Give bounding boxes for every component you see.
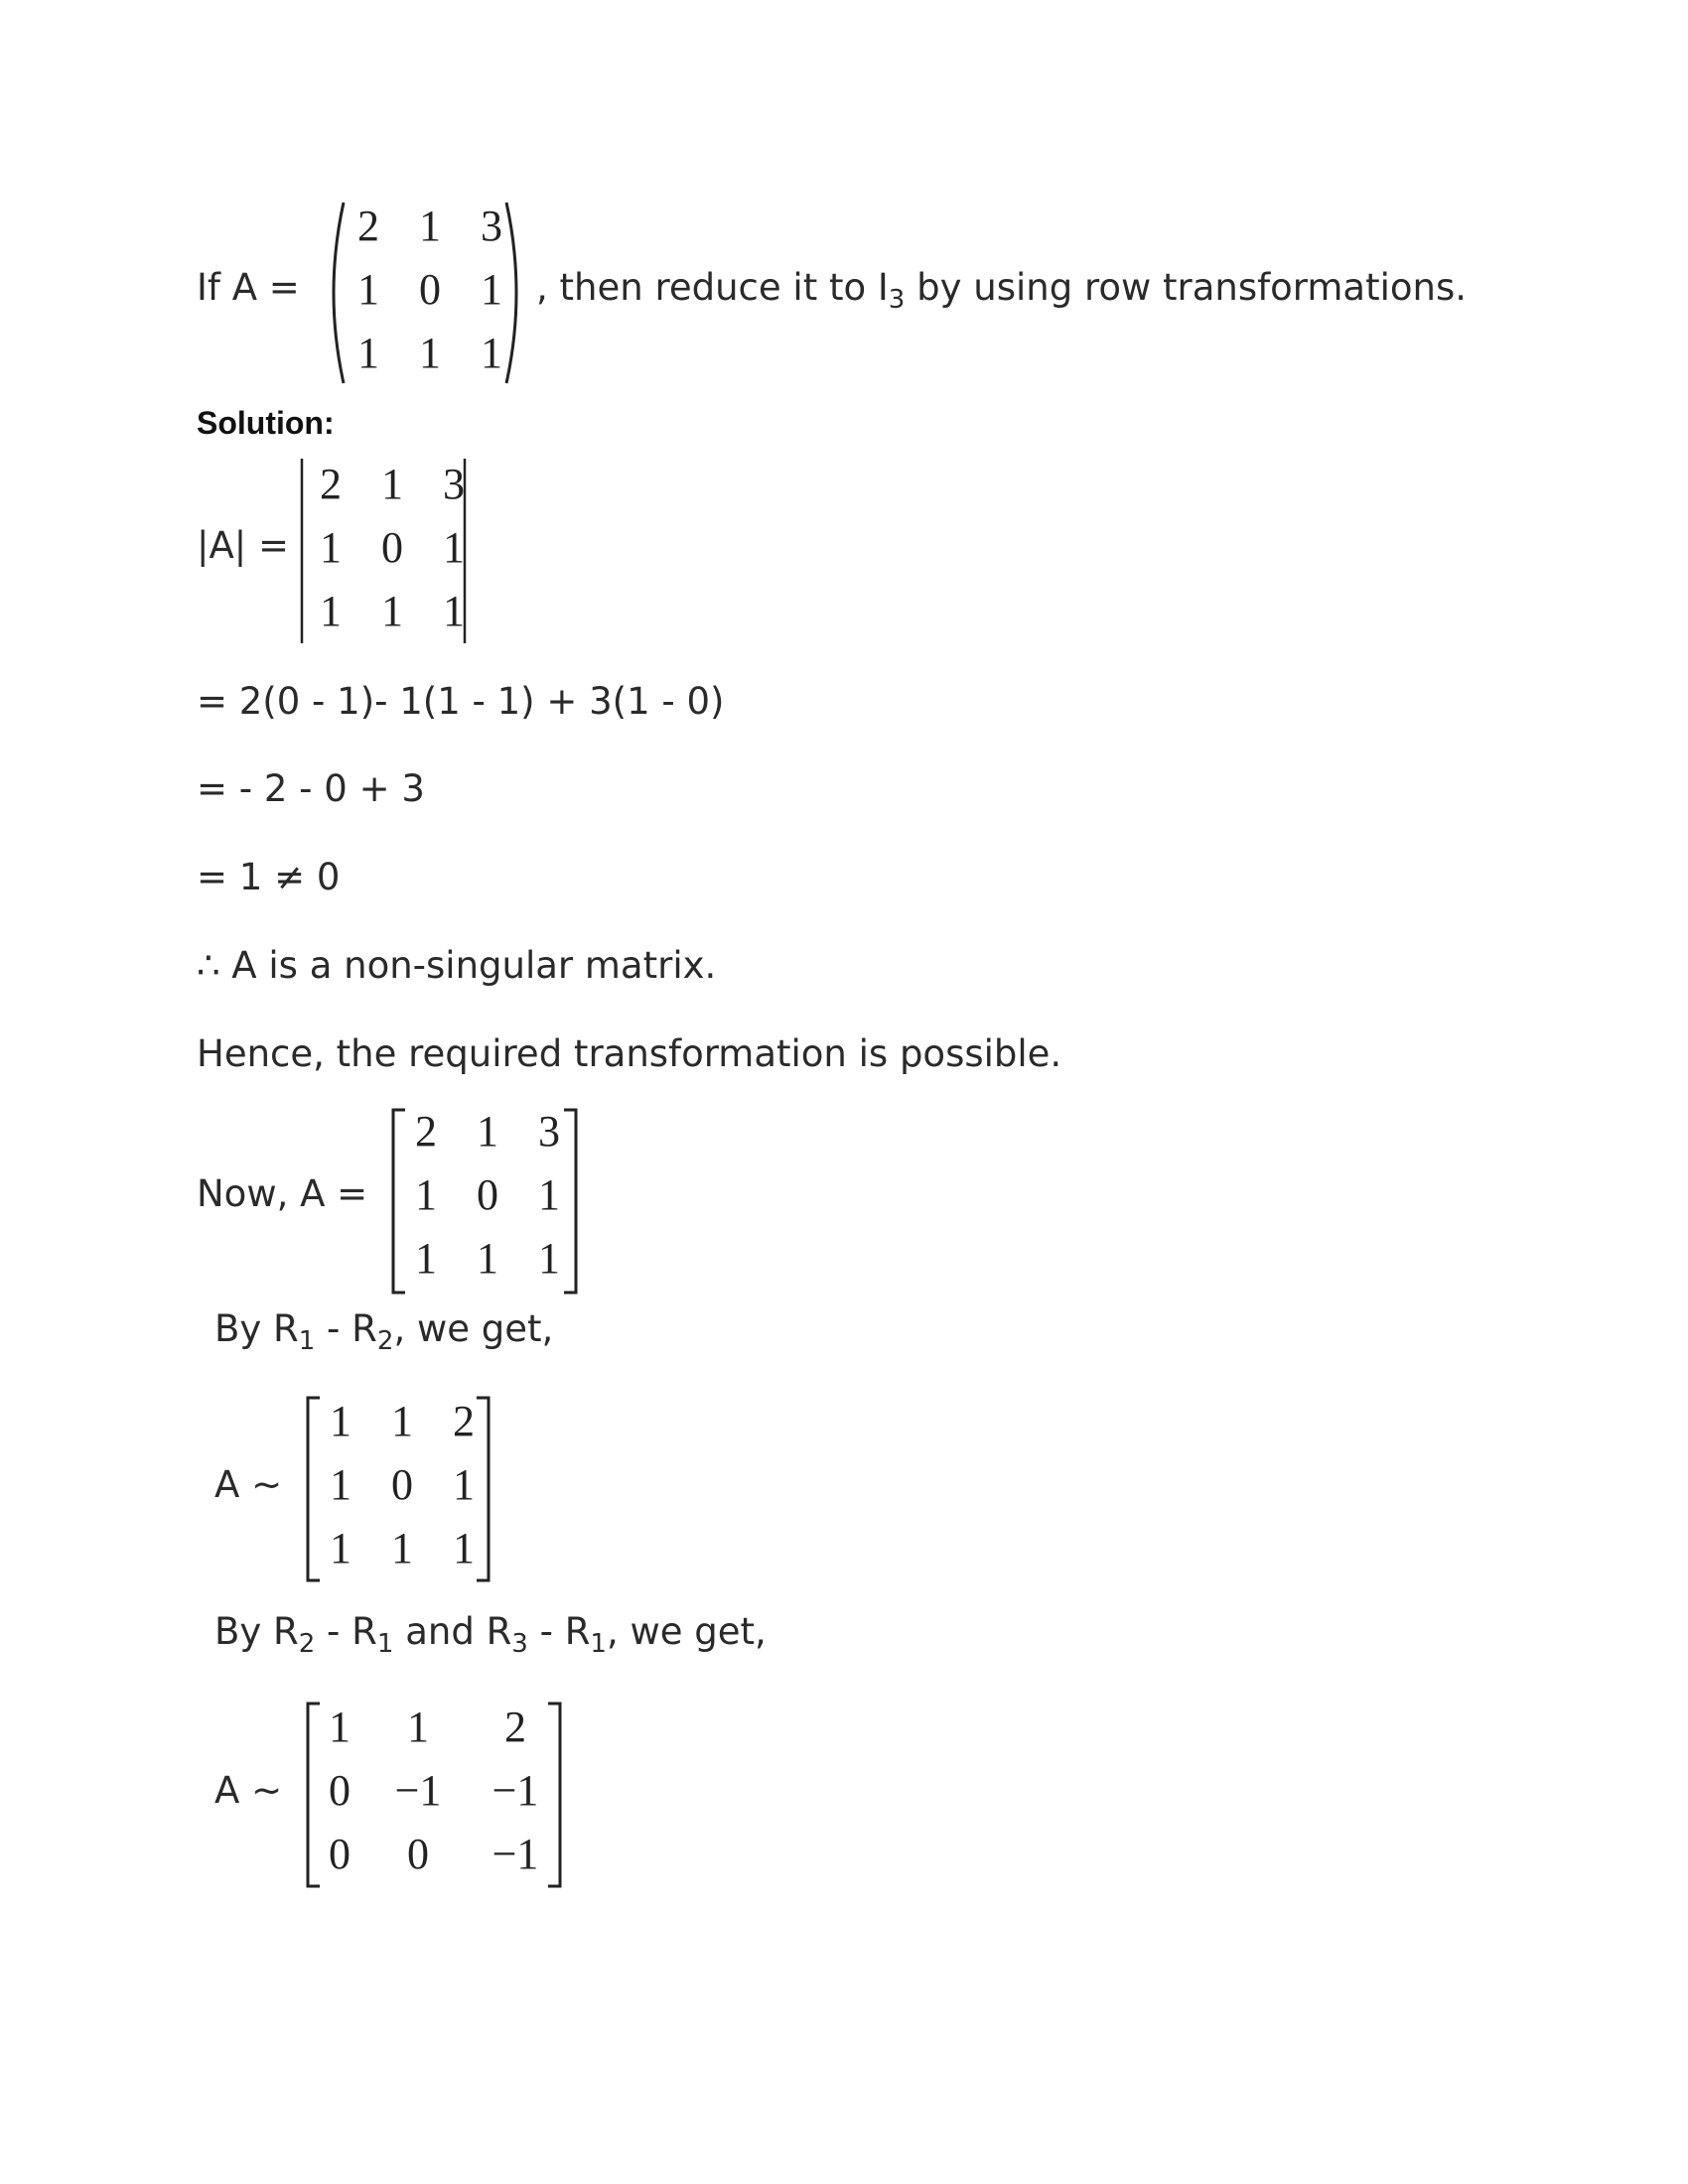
matrix-cell: 1 <box>329 1703 351 1751</box>
operation-line <box>214 1610 767 1659</box>
matrix-cell: 2 <box>415 1107 437 1156</box>
matrix-cell: 1 <box>391 1397 413 1445</box>
matrix-cell: 1 <box>453 1524 475 1572</box>
matrix-cell: 0 <box>391 1460 413 1509</box>
op-text: By R <box>214 1610 299 1653</box>
op-text: - R <box>315 1307 377 1350</box>
matrix-cell: 1 <box>538 1234 560 1283</box>
matrix-cell: 3 <box>538 1107 560 1156</box>
determinant-matrix <box>300 453 485 643</box>
now-label: Now, A = <box>197 1172 368 1215</box>
op-subscript: 1 <box>590 1629 607 1659</box>
now-matrix <box>395 1100 580 1291</box>
matrix-cell: 1 <box>477 1234 498 1283</box>
operation-line <box>214 1307 553 1356</box>
question-suffix <box>536 266 1467 315</box>
matrix-cell: 1 <box>330 1524 352 1572</box>
matrix-cell: 2 <box>453 1397 475 1445</box>
solution-label: Solution: <box>197 405 335 441</box>
matrix-cell: 1 <box>330 1460 352 1509</box>
matrix-cell: 0 <box>419 265 441 314</box>
matrix-cell: 1 <box>357 329 379 377</box>
matrix-cell: 1 <box>453 1460 475 1509</box>
conclusion-line: Hence, the required transformation is possible. <box>197 1032 1062 1075</box>
matrix-cell: 2 <box>320 460 342 508</box>
matrix-cell: 1 <box>443 523 465 572</box>
step-line: = - 2 - 0 + 3 <box>197 767 425 810</box>
op-subscript: 2 <box>376 1326 394 1356</box>
question-prefix: If A = <box>197 266 300 309</box>
question-matrix <box>338 195 522 385</box>
matrix-cell: 0 <box>407 1830 429 1878</box>
conclusion-line: ∴ A is a non-singular matrix. <box>197 944 717 987</box>
matrix-cell: 1 <box>481 329 502 377</box>
det-right-bar <box>461 459 471 643</box>
matrix-cell: 1 <box>538 1170 560 1219</box>
matrix-cell: 1 <box>419 202 441 250</box>
matrix-cell: 3 <box>443 460 465 508</box>
matrix-cell: 0 <box>329 1830 351 1878</box>
matrix-cell: 2 <box>504 1703 526 1751</box>
op-text: and R <box>393 1610 512 1653</box>
right-bracket <box>546 1702 566 1890</box>
matrix-cell: 1 <box>320 523 342 572</box>
matrix-cell: 2 <box>357 202 379 250</box>
op-text: - R <box>527 1610 591 1653</box>
matrix-cell: 1 <box>481 265 502 314</box>
result-label: A ~ <box>214 1463 283 1506</box>
matrix-cell: 1 <box>477 1107 498 1156</box>
op-subscript: 1 <box>376 1629 394 1659</box>
result-label: A ~ <box>214 1769 283 1812</box>
determinant-label: |A| = <box>197 524 290 567</box>
matrix-cell: 1 <box>415 1234 437 1283</box>
op-subscript: 1 <box>298 1326 316 1356</box>
step-line: = 2(0 - 1)- 1(1 - 1) + 3(1 - 0) <box>197 680 725 723</box>
matrix-cell: 3 <box>481 202 502 250</box>
matrix-cell: 1 <box>381 587 403 635</box>
matrix-cell: 0 <box>381 523 403 572</box>
matrix-cell: 1 <box>357 265 379 314</box>
matrix-cell: −1 <box>492 1830 539 1878</box>
op-subscript: 2 <box>298 1629 316 1659</box>
op-text: - R <box>315 1610 377 1653</box>
matrix-cell: 1 <box>407 1703 429 1751</box>
matrix-cell: 0 <box>329 1766 351 1815</box>
op-text: By R <box>214 1307 299 1350</box>
right-bracket <box>562 1108 582 1297</box>
matrix-cell: −1 <box>394 1766 442 1815</box>
suffix-text: , then reduce it to I <box>536 266 889 309</box>
matrix-cell: 1 <box>419 329 441 377</box>
suffix-text: by using row transformations. <box>905 266 1467 309</box>
result1-matrix <box>310 1390 494 1580</box>
result2-matrix <box>310 1696 564 1886</box>
suffix-subscript: 3 <box>888 285 906 315</box>
matrix-cell: 1 <box>381 460 403 508</box>
matrix-cell: 0 <box>477 1170 498 1219</box>
matrix-cell: 1 <box>415 1170 437 1219</box>
matrix-cell: 1 <box>443 587 465 635</box>
matrix-cell: 1 <box>330 1397 352 1445</box>
op-subscript: 3 <box>511 1629 528 1659</box>
matrix-cell: 1 <box>320 587 342 635</box>
op-text: , we get, <box>606 1610 767 1653</box>
matrix-cell: 1 <box>391 1524 413 1572</box>
matrix-cell: −1 <box>492 1766 539 1815</box>
right-bracket <box>475 1396 494 1584</box>
op-text: , we get, <box>393 1307 554 1350</box>
step-line: = 1 ≠ 0 <box>197 856 341 898</box>
